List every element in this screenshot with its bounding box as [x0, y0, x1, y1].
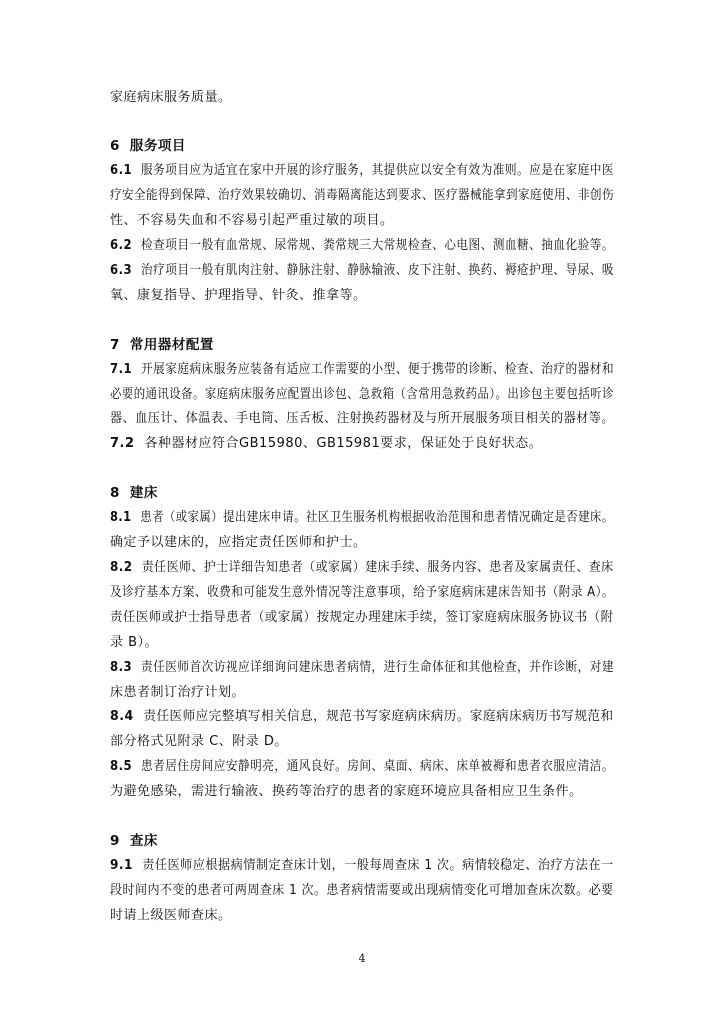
clause-6-1-text: 服务项目应为适宜在家中开展的诊疗服务，其提供应以安全有效为准则。应是在家庭中医: [141, 163, 615, 178]
section-8-number: 8: [110, 485, 120, 501]
clause-8-5-number: 8.5: [110, 759, 133, 774]
clause-7-1-number: 7.1: [110, 362, 133, 377]
clause-8-1-line-1: [110, 509, 614, 527]
clause-6-3-line-1: [110, 262, 614, 280]
section-7-number: 7: [110, 337, 120, 353]
clause-9-1-line-2: 段时间内不变的患者可两周查床 1 次。患者病情需要或出现病情变化可增加查床次数。必要: [110, 883, 614, 898]
clause-7-1-text: 开展家庭病床服务应装备有适应工作需要的小型、便于携带的诊断、检查、治疗的器材和: [141, 362, 615, 377]
section-9-title: 查床: [129, 833, 158, 849]
clause-6-2-text: 检查项目一般有血常规、尿常规、粪常规三大常规检查、心电图、测血糖、抽血化验等。: [141, 238, 615, 253]
section-6-heading: [110, 137, 186, 155]
clause-6-2-line-1: [110, 237, 614, 255]
clause-9-1-text: 责任医师应根据病情制定查床计划，一般每周查床 1 次。病情较稳定、治疗方法在一: [142, 858, 614, 873]
clause-8-5-text: 患者居住房间应安静明亮，通风良好。房间、桌面、病床、床单被褥和患者衣服应清洁。: [141, 759, 615, 774]
clause-8-4-line-1: [110, 708, 614, 726]
clause-8-4-number: 8.4: [110, 709, 134, 724]
clause-8-1-number: 8.1: [110, 510, 132, 525]
clause-8-3-number: 8.3: [110, 660, 133, 675]
clause-8-2-line-1: [110, 559, 614, 577]
clause-8-2-line-2: 及诊疗基本方案、收费和可能发生意外情况等注意事项，给予家庭病床建床告知书（附录 A）。: [110, 585, 615, 600]
section-7-title: 常用器材配置: [129, 337, 214, 353]
clause-8-1-text: 患者（或家属）提出建床申请。社区卫生服务机构根据收治范围和患者情况确定是否建床。: [140, 510, 614, 525]
clause-6-1-line-2: 疗安全能得到保障、治疗效果较确切、消毒隔离能达到要求、医疗器械能拿到家庭使用、非创伤: [110, 188, 615, 203]
clause-8-2-text: 责任医师、护士详细告知患者（或家属）建床手续、服务内容、患者及家属责任、查床: [141, 560, 614, 575]
clause-8-3-line-1: [110, 659, 614, 677]
section-6-title: 服务项目: [129, 138, 186, 154]
clause-7-1-line-1: [110, 361, 614, 379]
clause-8-4-line-2: 部分格式见附录 C、附录 D。: [110, 734, 288, 749]
clause-8-3-line-2: 床患者制订治疗计划。: [110, 685, 246, 700]
clause-6-1-line-3: 性、不容易失血和不容易引起严重过敏的项目。: [110, 213, 394, 228]
clause-8-5-line-1: [110, 758, 614, 776]
clause-9-1-line-3: 时请上级医师查床。: [110, 908, 232, 923]
clause-7-2-line-1: [110, 435, 542, 453]
clause-6-1-number: 6.1: [110, 163, 133, 178]
intro-line: 家庭病床服务质量。: [110, 90, 232, 105]
section-7-heading: [110, 336, 214, 354]
clause-8-2-line-3: 责任医师或护士指导患者（或家属）按规定办理建床手续，签订家庭病床服务协议书（附: [110, 610, 614, 625]
section-6-number: 6: [110, 138, 120, 154]
clause-9-1-number: 9.1: [110, 858, 133, 873]
clause-6-3-number: 6.3: [110, 263, 133, 278]
clause-7-2-number: 7.2: [110, 436, 135, 451]
clause-6-2-number: 6.2: [110, 238, 133, 253]
section-8-title: 建床: [129, 485, 158, 501]
section-9-heading: [110, 832, 158, 850]
clause-8-4-text: 责任医师应完整填写相关信息，规范书写家庭病床病历。家庭病床病历书写规范和: [143, 709, 614, 724]
clause-7-2-text: 各种器材应符合GB15980、GB15981要求，保证处于良好状态。: [144, 436, 543, 451]
clause-8-3-text: 责任医师首次访视应详细询问建床患者病情，进行生命体征和其他检查，并作诊断，对建: [141, 660, 615, 675]
section-8-heading: [110, 484, 158, 502]
clause-7-1-line-2: 必要的通讯设备。家庭病床服务应配置出诊包、急救箱（含常用急救药品）。出诊包主要包括听诊: [110, 387, 615, 402]
clause-9-1-line-1: [110, 857, 614, 875]
clause-8-5-line-2: 为避免感染，需进行输液、换药等治疗的患者的家庭环境应具备相应卫生条件。: [110, 784, 583, 799]
clause-6-3-line-2: 氧、康复指导、护理指导、针灸、推拿等。: [110, 288, 367, 303]
clause-7-1-line-3: 器、血压计、体温表、手电筒、压舌板、注射换药器材及与所开展服务项目相关的器材等。: [110, 411, 615, 426]
page-number: 4: [358, 952, 366, 965]
section-9-number: 9: [110, 833, 120, 849]
clause-6-3-text: 治疗项目一般有肌肉注射、静脉注射、静脉输液、皮下注射、换药、褥疮护理、导尿、吸: [141, 263, 615, 278]
clause-8-1-line-2: 确定予以建床的，应指定责任医师和护士。: [110, 535, 367, 550]
clause-8-2-line-4: 录 B）。: [110, 635, 159, 650]
clause-8-2-number: 8.2: [110, 560, 133, 575]
clause-6-1-line-1: [110, 162, 614, 180]
